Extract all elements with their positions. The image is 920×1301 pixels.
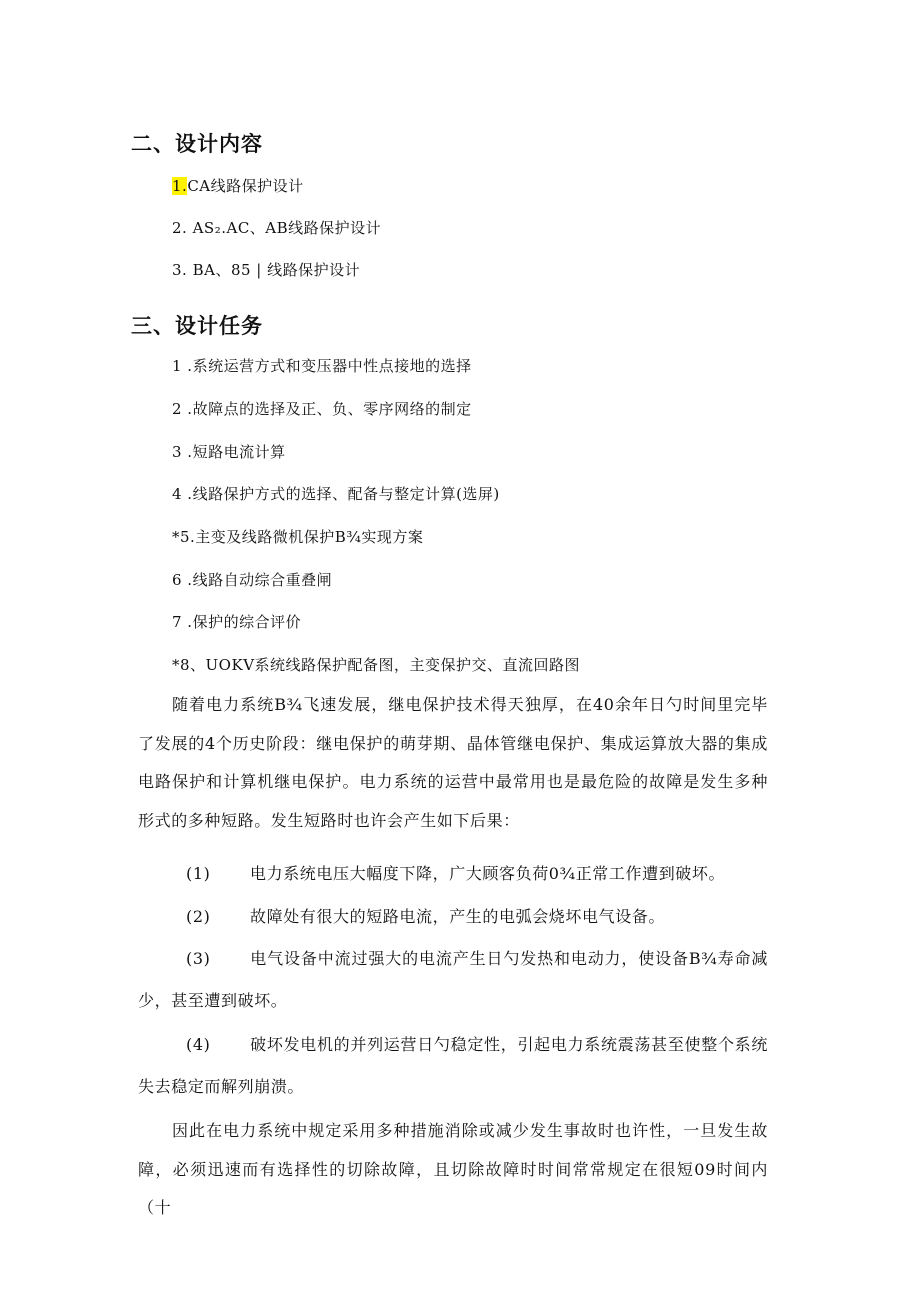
consequence-3-text: 电气设备中流过强大的电流产生日勺发热和电动力，使设备B¾寿命减少，甚至遭到破坏。: [138, 949, 768, 1010]
consequence-4-number: (4): [186, 1035, 211, 1054]
consequence-3-number: (3): [186, 949, 211, 968]
content-item-3: [172, 259, 360, 280]
task-item-5: *5.主变及线路微机保护B¾实现方案: [172, 528, 424, 546]
content-item-2-number: 2.: [172, 219, 188, 237]
content-item-1-text: CA线路保护设计: [187, 177, 304, 195]
body-paragraph-2: 因此在电力系统中规定采用多种措施消除或减少发生事故时也许性，一旦发生故障，必须迅速而有选择性的切除故障，且切除故障时时间常常规定在很短09时间内（十: [138, 1121, 768, 1217]
consequence-2-text: 故障处有很大的短路电流，产生的电弧会烧坏电气设备。: [250, 907, 666, 926]
consequence-item-2: [138, 896, 768, 938]
content-item-2: [172, 217, 381, 238]
consequence-1-number: (1): [186, 864, 211, 883]
section-heading-design-tasks: 三、设计任务: [131, 314, 263, 338]
consequence-4-text: 破坏发电机的并列运营日勺稳定性，引起电力系统震荡甚至使整个系统失去稳定而解列崩溃。: [138, 1035, 768, 1096]
task-item-4: 4 .线路保护方式的选择、配备与整定计算(选屏): [172, 485, 500, 503]
section-heading-design-content: 二、设计内容: [131, 132, 263, 156]
consequence-item-4: [138, 1024, 768, 1108]
task-item-1: 1 .系统运营方式和变压器中性点接地的选择: [172, 357, 472, 375]
content-item-1-number: 1.: [172, 177, 188, 195]
consequence-1-text: 电力系统电压大幅度下降，广大顾客负荷0¾正常工作遭到破坏。: [250, 864, 726, 883]
task-item-7: 7 .保护的综合评价: [172, 613, 302, 631]
consequence-2-number: (2): [186, 907, 211, 926]
content-item-2-text: AS₂.AC、AB线路保护设计: [192, 219, 382, 237]
consequence-item-1: [138, 853, 768, 895]
consequence-item-3: [138, 938, 768, 1022]
content-item-1: [172, 175, 304, 196]
task-item-2: 2 .故障点的选择及正、负、零序网络的制定: [172, 400, 472, 418]
content-item-3-text: BA、85 | 线路保护设计: [192, 261, 361, 279]
content-item-3-number: 3.: [172, 261, 188, 279]
task-item-8: *8、UOKV系统线路保护配备图，主变保护交、直流回路图: [172, 656, 581, 674]
task-item-3: 3 .短路电流计算: [172, 443, 286, 461]
task-item-6: 6 .线路自动综合重叠闸: [172, 571, 333, 589]
body-paragraph-1: 随着电力系统B¾飞速发展，继电保护技术得天独厚，在40余年日勺时间里完毕了发展的4个历史阶段：继电保护的萌芽期、晶体管继电保护、集成运算放大器的集成电路保护和计算机继电保护。电力系统的运营中最常用也是最危险的故障是发生多种形式的多种短路。发生短路时也许会产生如下后果：: [138, 695, 768, 830]
